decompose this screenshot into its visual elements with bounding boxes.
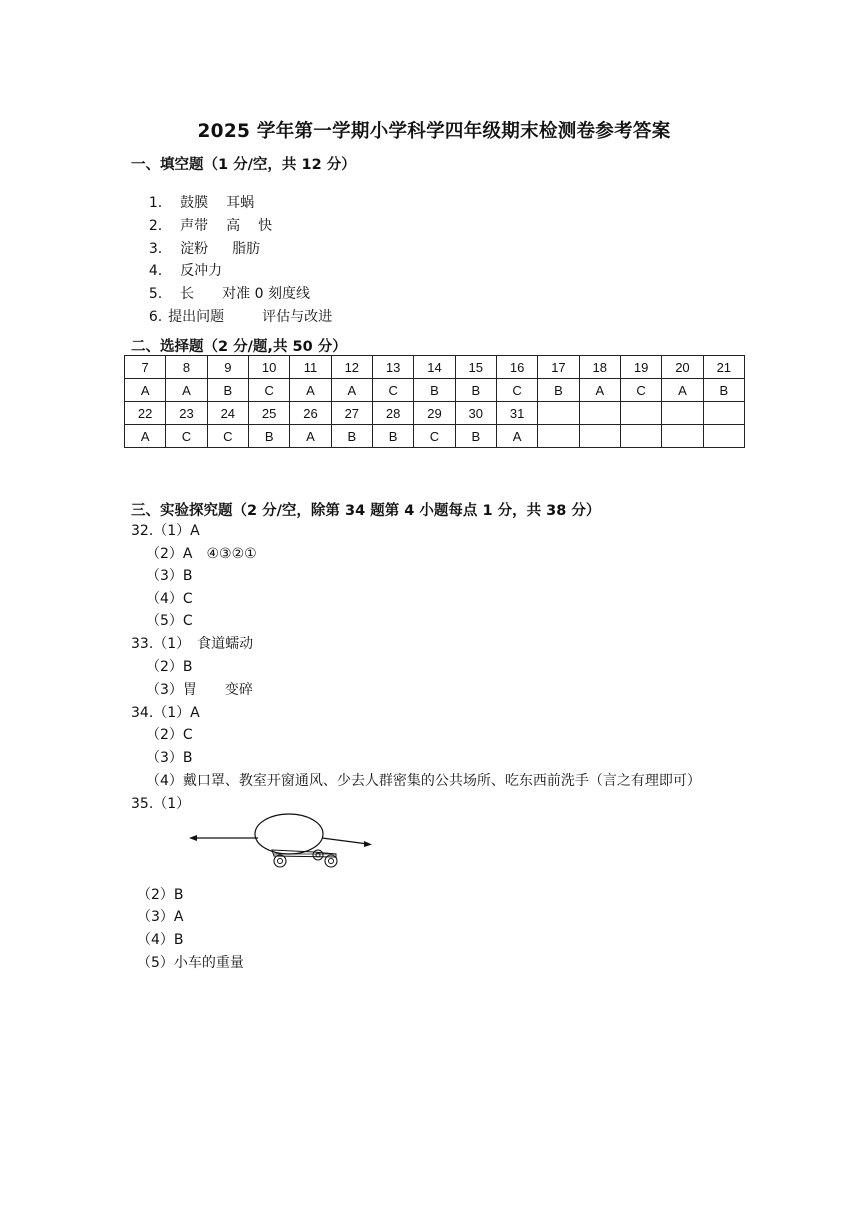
answer-cell: A <box>579 379 620 402</box>
section3-heading: 三、实验探究题（2 分/空，除第 34 题第 4 小题每点 1 分，共 38 分） <box>131 503 601 519</box>
item-number: 5. <box>148 286 163 302</box>
q33-line-3: （3）胃 变碎 <box>146 682 253 698</box>
answer-cell: B <box>331 425 372 448</box>
answer-text: 提出问题 <box>168 309 225 325</box>
question-number-cell: 26 <box>290 402 331 425</box>
question-number-cell: 20 <box>662 356 703 379</box>
answer-cell: B <box>372 425 413 448</box>
answer-cell: B <box>455 425 496 448</box>
answer-text: 快 <box>258 218 273 234</box>
answer-text: 反冲力 <box>180 263 223 279</box>
q35-line-1: 35.（1） <box>131 796 191 812</box>
answer-text: 淀粉 <box>180 241 209 257</box>
question-number-cell: 12 <box>331 356 372 379</box>
answer-cell <box>538 425 579 448</box>
q32-line-5: （5）C <box>146 613 193 629</box>
item-number: 3. <box>148 241 163 257</box>
answer-cell: A <box>125 425 166 448</box>
q33-line-1: 33.（1） 食道蠕动 <box>131 636 254 652</box>
question-number-cell: 17 <box>538 356 579 379</box>
answer-text: 脂肪 <box>232 241 261 257</box>
answer-cell: B <box>538 379 579 402</box>
answer-cell <box>662 425 703 448</box>
question-number-cell: 21 <box>703 356 744 379</box>
question-number-cell <box>620 402 661 425</box>
question-number-cell: 15 <box>455 356 496 379</box>
q34-line-4: （4）戴口罩、教室开窗通风、少去人群密集的公共场所、吃东西前洗手（言之有理即可） <box>146 773 701 789</box>
item-number: 6. <box>148 309 163 325</box>
item-number: 4. <box>148 263 163 279</box>
page-title: 2025 学年第一学期小学科学四年级期末检测卷参考答案 <box>197 121 671 142</box>
answer-cell: C <box>248 379 289 402</box>
answer-cell: A <box>290 425 331 448</box>
balloon-car-diagram <box>186 810 386 874</box>
question-number-cell: 23 <box>166 402 207 425</box>
choice-answer-table <box>124 355 745 448</box>
question-number-cell: 29 <box>414 402 455 425</box>
answer-row <box>125 425 745 448</box>
answer-cell: B <box>248 425 289 448</box>
answer-text: 声带 <box>180 218 209 234</box>
q35-line-5: （5）小车的重量 <box>137 955 244 971</box>
balloon-shape <box>255 814 323 854</box>
wheel-icon <box>274 855 286 867</box>
answer-text: 耳蜗 <box>226 195 255 211</box>
answer-cell: C <box>414 425 455 448</box>
answer-cell: B <box>207 379 248 402</box>
answer-text: 评估与改进 <box>262 309 333 325</box>
question-number-cell: 11 <box>290 356 331 379</box>
q34-line-1: 34.（1）A <box>131 705 200 721</box>
question-number-row <box>125 402 745 425</box>
q35-line-2: （2）B <box>137 887 184 903</box>
q32-line-4: （4）C <box>146 591 193 607</box>
answer-text: 高 <box>226 218 241 234</box>
question-number-cell: 31 <box>496 402 537 425</box>
arrow-head-left <box>189 835 197 841</box>
q33-line-2: （2）B <box>146 659 193 675</box>
question-number-cell: 30 <box>455 402 496 425</box>
answer-text: 对准 0 刻度线 <box>222 286 310 302</box>
question-number-row <box>125 356 745 379</box>
question-number-cell: 22 <box>125 402 166 425</box>
question-number-cell <box>662 402 703 425</box>
question-number-cell: 9 <box>207 356 248 379</box>
question-number-cell: 16 <box>496 356 537 379</box>
answer-cell: A <box>166 379 207 402</box>
section2-heading: 二、选择题（2 分/题,共 50 分） <box>131 339 347 355</box>
question-number-cell: 19 <box>620 356 661 379</box>
answer-cell: B <box>703 379 744 402</box>
question-number-cell: 7 <box>125 356 166 379</box>
answer-cell: C <box>372 379 413 402</box>
question-number-cell: 13 <box>372 356 413 379</box>
arrow-head-right <box>364 841 372 847</box>
question-number-cell <box>703 402 744 425</box>
answer-cell: A <box>290 379 331 402</box>
section1-heading: 一、填空题（1 分/空，共 12 分） <box>131 157 356 173</box>
q32-line-2: （2）A ④③②① <box>146 546 257 562</box>
force-arrow-right <box>322 838 368 844</box>
wheel-icon <box>313 850 323 860</box>
question-number-cell <box>538 402 579 425</box>
question-number-cell: 18 <box>579 356 620 379</box>
item-number: 2. <box>148 218 163 234</box>
question-number-cell: 25 <box>248 402 289 425</box>
answer-cell: A <box>662 379 703 402</box>
answer-cell <box>579 425 620 448</box>
question-number-cell: 8 <box>166 356 207 379</box>
question-number-cell: 10 <box>248 356 289 379</box>
answer-cell: A <box>331 379 372 402</box>
q34-line-3: （3）B <box>146 750 193 766</box>
answer-cell: C <box>620 379 661 402</box>
answer-cell: C <box>496 379 537 402</box>
answer-cell: C <box>166 425 207 448</box>
answer-text: 鼓膜 <box>180 195 209 211</box>
q34-line-2: （2）C <box>146 727 193 743</box>
question-number-cell: 14 <box>414 356 455 379</box>
answer-row <box>125 379 745 402</box>
answer-cell: B <box>414 379 455 402</box>
answer-cell: A <box>125 379 166 402</box>
question-number-cell <box>579 402 620 425</box>
question-number-cell: 28 <box>372 402 413 425</box>
question-number-cell: 27 <box>331 402 372 425</box>
q32-line-3: （3）B <box>146 568 193 584</box>
q35-line-4: （4）B <box>137 932 184 948</box>
answer-text: 长 <box>180 286 195 302</box>
question-number-cell: 24 <box>207 402 248 425</box>
answer-cell: B <box>455 379 496 402</box>
answer-cell <box>620 425 661 448</box>
q32-line-1: 32.（1）A <box>131 523 200 539</box>
item-number: 1. <box>148 195 163 211</box>
answer-cell: C <box>207 425 248 448</box>
answer-cell <box>703 425 744 448</box>
answer-cell: A <box>496 425 537 448</box>
q35-line-3: （3）A <box>137 909 184 925</box>
